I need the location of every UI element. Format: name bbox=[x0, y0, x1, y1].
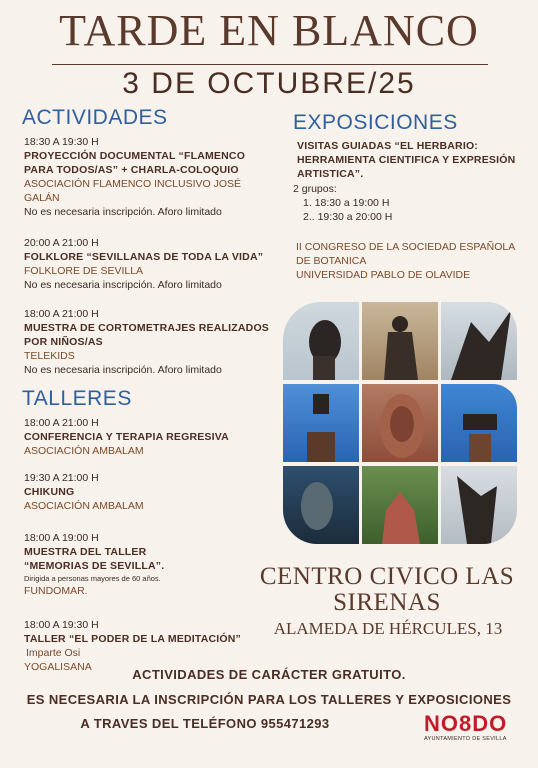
venue-name-line2: SIRENAS bbox=[333, 589, 441, 616]
item-title: CONFERENCIA Y TERAPIA REGRESIVA bbox=[24, 431, 229, 443]
item-organizer: ASOCIACIÓN AMBALAM bbox=[24, 445, 144, 457]
actividades-heading: ACTIVIDADES bbox=[22, 106, 168, 129]
exposicion-congreso bbox=[296, 240, 530, 282]
footer-free-note: ACTIVIDADES DE CARÁCTER GRATUITO. bbox=[132, 667, 406, 682]
congreso-organizer: UNIVERSIDAD PABLO DE OLAVIDE bbox=[296, 269, 471, 281]
logo-mark: NO8DO bbox=[424, 711, 508, 736]
item-instructor: Imparte Osi bbox=[26, 647, 81, 659]
item-organizer: FOLKLORE DE SEVILLA bbox=[24, 265, 144, 277]
item-title: CHIKUNG bbox=[24, 486, 75, 498]
photo-collage bbox=[283, 302, 519, 546]
ayuntamiento-logo bbox=[424, 712, 520, 756]
actividad-item bbox=[24, 307, 286, 377]
item-organizer-cont: GALÁN bbox=[24, 192, 60, 204]
item-title-cont: “MEMORIAS DE SEVILLA”. bbox=[24, 560, 165, 572]
footer-registration-note: ES NECESARIA LA INSCRIPCIÓN PARA LOS TALLERES Y EXPOSICIONES bbox=[26, 692, 512, 707]
venue-name bbox=[245, 564, 529, 616]
talleres-heading: TALLERES bbox=[22, 387, 132, 410]
venue-name-line1: CENTRO CIVICO LAS bbox=[259, 563, 515, 590]
item-time: 18:00 A 19:00 H bbox=[24, 532, 99, 544]
item-organizer: TELEKIDS bbox=[24, 350, 75, 362]
item-organizer: ASOCIACIÓN FLAMENCO INCLUSIVO JOSÉ bbox=[24, 178, 242, 190]
visitas-title-cont: HERRAMIENTA CIENTIFICA Y EXPRESIÓN bbox=[297, 154, 516, 166]
page-title: TARDE EN BLANCO bbox=[59, 6, 479, 55]
item-time: 18:30 A 19:30 H bbox=[24, 136, 99, 148]
item-title: MUESTRA DEL TALLER bbox=[24, 546, 147, 558]
item-organizer: FUNDOMAR. bbox=[24, 585, 88, 597]
venue-address: ALAMEDA DE HÉRCULES, 13 bbox=[273, 619, 503, 638]
sculpture-winged-photo bbox=[441, 302, 517, 380]
sculpture-hand-photo bbox=[283, 302, 359, 380]
item-audience-note: Dirigida a personas mayores de 60 años. bbox=[24, 574, 161, 583]
item-title-cont: PARA TODOS/AS” + CHARLA-COLOQUIO bbox=[24, 164, 239, 176]
column-statue-photo bbox=[283, 384, 359, 462]
item-organizer: YOGALISANA bbox=[24, 661, 92, 673]
item-title: MUESTRA DE CORTOMETRAJES REALIZADOS bbox=[24, 322, 270, 334]
item-time: 18:00 A 21:00 H bbox=[24, 308, 99, 320]
grupos-label: 2 grupos: bbox=[293, 183, 337, 195]
taller-item bbox=[24, 471, 279, 513]
exposicion-visitas bbox=[297, 139, 529, 181]
item-time: 20:00 A 21:00 H bbox=[24, 237, 99, 249]
sculpture-figure-photo bbox=[362, 302, 438, 380]
exposiciones-heading: EXPOSICIONES bbox=[293, 111, 458, 134]
grupo-2: 2.. 19:30 a 20:00 H bbox=[303, 211, 393, 223]
actividad-item bbox=[24, 135, 279, 219]
item-note: No es necesaria inscripción. Aforo limitado bbox=[24, 279, 222, 291]
item-time: 18:00 A 21:00 H bbox=[24, 417, 99, 429]
item-note: No es necesaria inscripción. Aforo limitado bbox=[24, 364, 222, 376]
grupo-1: 1. 18:30 a 19:00 H bbox=[303, 197, 390, 209]
visitas-grupos bbox=[293, 182, 523, 224]
visitas-title: VISITAS GUIADAS “EL HERBARIO: bbox=[297, 140, 479, 152]
statue-face-photo bbox=[283, 466, 359, 544]
angel-statue-photo bbox=[441, 466, 517, 544]
visitas-title-cont: ARTISTICA”. bbox=[297, 168, 364, 180]
congreso-title: II CONGRESO DE LA SOCIEDAD ESPAÑOLA bbox=[296, 241, 516, 253]
item-title-cont: POR NIÑOS/AS bbox=[24, 336, 103, 348]
taller-item bbox=[24, 531, 279, 598]
taller-item bbox=[24, 618, 286, 674]
item-title: PROYECCIÓN DOCUMENTAL “FLAMENCO bbox=[24, 150, 246, 162]
actividad-item bbox=[24, 236, 279, 292]
column-top-photo bbox=[441, 384, 517, 462]
item-title: FOLKLORE “SEVILLANAS DE TODA LA VIDA” bbox=[24, 251, 264, 263]
sphinx-garden-photo bbox=[362, 466, 438, 544]
sphinx-bust-photo bbox=[362, 384, 438, 462]
footer-phone-note: A TRAVES DEL TELÉFONO 955471293 bbox=[80, 716, 330, 731]
item-time: 18:00 A 19:30 H bbox=[24, 619, 99, 631]
taller-item bbox=[24, 416, 279, 458]
item-note: No es necesaria inscripción. Aforo limitado bbox=[24, 206, 222, 218]
item-title: TALLER “EL PODER DE LA MEDITACIÓN” bbox=[24, 633, 241, 645]
item-organizer: ASOCIACIÓN AMBALAM bbox=[24, 500, 144, 512]
item-time: 19:30 A 21:00 H bbox=[24, 472, 99, 484]
title-divider bbox=[52, 64, 488, 65]
event-date: 3 DE OCTUBRE/25 bbox=[122, 67, 416, 100]
congreso-title-cont: DE BOTANICA bbox=[296, 255, 367, 267]
logo-subtitle: AYUNTAMIENTO DE SEVILLA bbox=[424, 736, 507, 742]
